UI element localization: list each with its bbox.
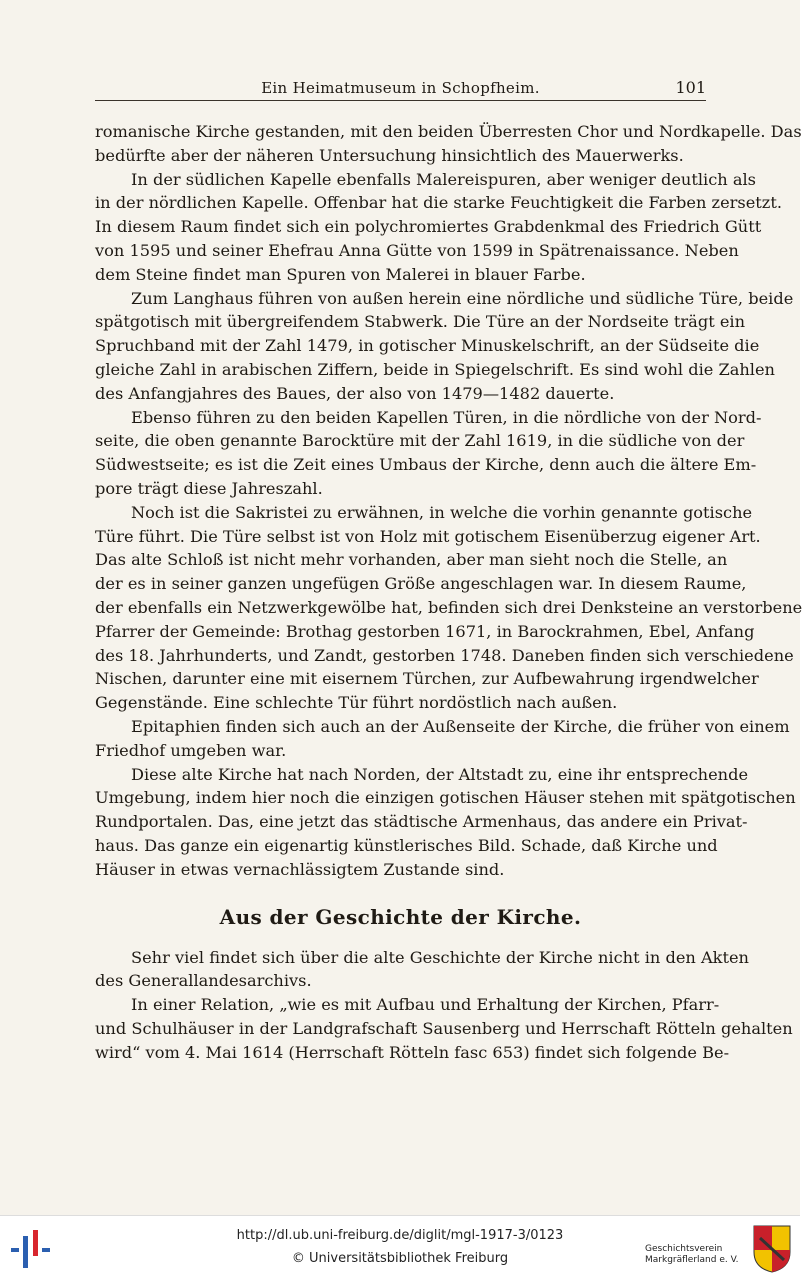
text-line: des 18. Jahrhunderts, und Zandt, gestorben 1748. Daneben finden sich verschiedene	[95, 645, 794, 665]
text-line: Rundportalen. Das, eine jetzt das städtische Armenhaus, das andere ein Privat-	[95, 812, 748, 832]
page-header	[95, 78, 706, 101]
running-title: Ein Heimatmuseum in Schopfheim.	[261, 79, 540, 97]
text-line: Das alte Schloß ist nicht mehr vorhanden, aber man sieht noch die Stelle, an	[95, 550, 728, 570]
text-line: Türe führt. Die Türe selbst ist von Holz mit gotischem Eisenüberzug eigener Art.	[95, 526, 761, 546]
text-line: in der nördlichen Kapelle. Offenbar hat die starke Feuchtigkeit die Farben zersetzt.	[95, 193, 782, 213]
footer-bar	[0, 1215, 800, 1276]
text-line: Epitaphien finden sich auch an der Außenseite der Kirche, die früher von einem	[131, 716, 790, 736]
text-line: Zum Langhaus führen von außen herein eine nördliche und südliche Türe, beide	[131, 288, 794, 308]
text-line: Gegenstände. Eine schlechte Tür führt nordöstlich nach außen.	[95, 693, 618, 713]
text-line: In einer Relation, „wie es mit Aufbau und Erhaltung der Kirchen, Pfarr-	[131, 995, 720, 1015]
text-line: gleiche Zahl in arabischen Ziffern, beide in Spiegelschrift. Es sind wohl die Zahlen	[95, 359, 775, 379]
text-line: Südwestseite; es ist die Zeit eines Umbaus der Kirche, denn auch die ältere Em-	[95, 455, 757, 475]
source-url-link[interactable]: http://dl.ub.uni-freiburg.de/diglit/mgl-1917-3/0123	[236, 1228, 564, 1243]
text-line: der ebenfalls ein Netzwerkgewölbe hat, befinden sich drei Denksteine an verstorbene	[95, 597, 802, 617]
text-line: Nischen, darunter eine mit eisernem Türchen, zur Aufbewahrung irgendwelcher	[95, 669, 759, 689]
text-line: Ebenso führen zu den beiden Kapellen Türen, in die nördliche von der Nord-	[131, 407, 762, 427]
text-line: Pfarrer der Gemeinde: Brothag gestorben 1671, in Barockrahmen, Ebel, Anfang	[95, 621, 755, 641]
text-line: und Schulhäuser in der Landgrafschaft Sausenberg und Herrschaft Rötteln gehalten	[95, 1018, 793, 1038]
text-block-before-heading	[95, 120, 802, 882]
text-line: Diese alte Kirche hat nach Norden, der Altstadt zu, eine ihr entsprechende	[131, 764, 749, 784]
text-line: In diesem Raum findet sich ein polychromiertes Grabdenkmal des Friedrich Gütt	[95, 217, 762, 237]
text-line: des Anfangjahres des Baues, der also von 1479—1482 dauerte.	[95, 383, 615, 403]
text-line: Noch ist die Sakristei zu erwähnen, in welche die vorhin genannte gotische	[131, 502, 753, 522]
page-number: 101	[675, 78, 706, 97]
text-line: Häuser in etwas vernachlässigtem Zustande sind.	[95, 859, 505, 879]
text-line: Spruchband mit der Zahl 1479, in gotischer Minuskelschrift, an der Südseite die	[95, 336, 760, 356]
society-line-1: Geschichtsverein	[645, 1244, 723, 1254]
text-line: pore trägt diese Jahreszahl.	[95, 478, 323, 498]
text-line: Friedhof umgeben war.	[95, 740, 287, 760]
text-line: bedürfte aber der näheren Untersuchung hinsichtlich des Mauerwerks.	[95, 145, 684, 165]
text-line: seite, die oben genannte Barocktüre mit der Zahl 1619, in die südliche von der	[95, 431, 745, 451]
text-line: wird“ vom 4. Mai 1614 (Herrschaft Rötteln fasc 653) findet sich folgende Be-	[95, 1042, 730, 1062]
text-line: Umgebung, indem hier noch die einzigen gotischen Häuser stehen mit spätgotischen	[95, 788, 796, 808]
coat-of-arms-icon	[752, 1224, 792, 1274]
text-line: spätgotisch mit übergreifendem Stabwerk. Die Türe an der Nordseite trägt ein	[95, 312, 746, 332]
society-line-2: Markgräflerland e. V.	[645, 1255, 739, 1265]
text-line: haus. Das ganze ein eigenartig künstlerisches Bild. Schade, daß Kirche und	[95, 835, 718, 855]
text-block-after-heading	[95, 946, 793, 1065]
text-line: romanische Kirche gestanden, mit den beiden Überresten Chor und Nordkapelle. Das	[95, 122, 802, 141]
text-line: von 1595 und seiner Ehefrau Anna Gütte von 1599 in Spätrenaissance. Neben	[95, 240, 739, 260]
body-text	[95, 120, 802, 1064]
section-heading: Aus der Geschichte der Kirche.	[219, 904, 582, 929]
text-line: In der südlichen Kapelle ebenfalls Malereispuren, aber weniger deutlich als	[131, 169, 756, 189]
society-name	[645, 1244, 738, 1266]
text-line: Sehr viel findet sich über die alte Geschichte der Kirche nicht in den Akten	[131, 947, 749, 967]
copyright-text: © Universitätsbibliothek Freiburg	[291, 1251, 509, 1266]
text-line: des Generallandesarchivs.	[95, 971, 312, 991]
text-line: dem Steine findet man Spuren von Malerei in blauer Farbe.	[95, 264, 586, 284]
text-line: der es in seiner ganzen ungefügen Größe angeschlagen war. In diesem Raume,	[95, 574, 747, 594]
